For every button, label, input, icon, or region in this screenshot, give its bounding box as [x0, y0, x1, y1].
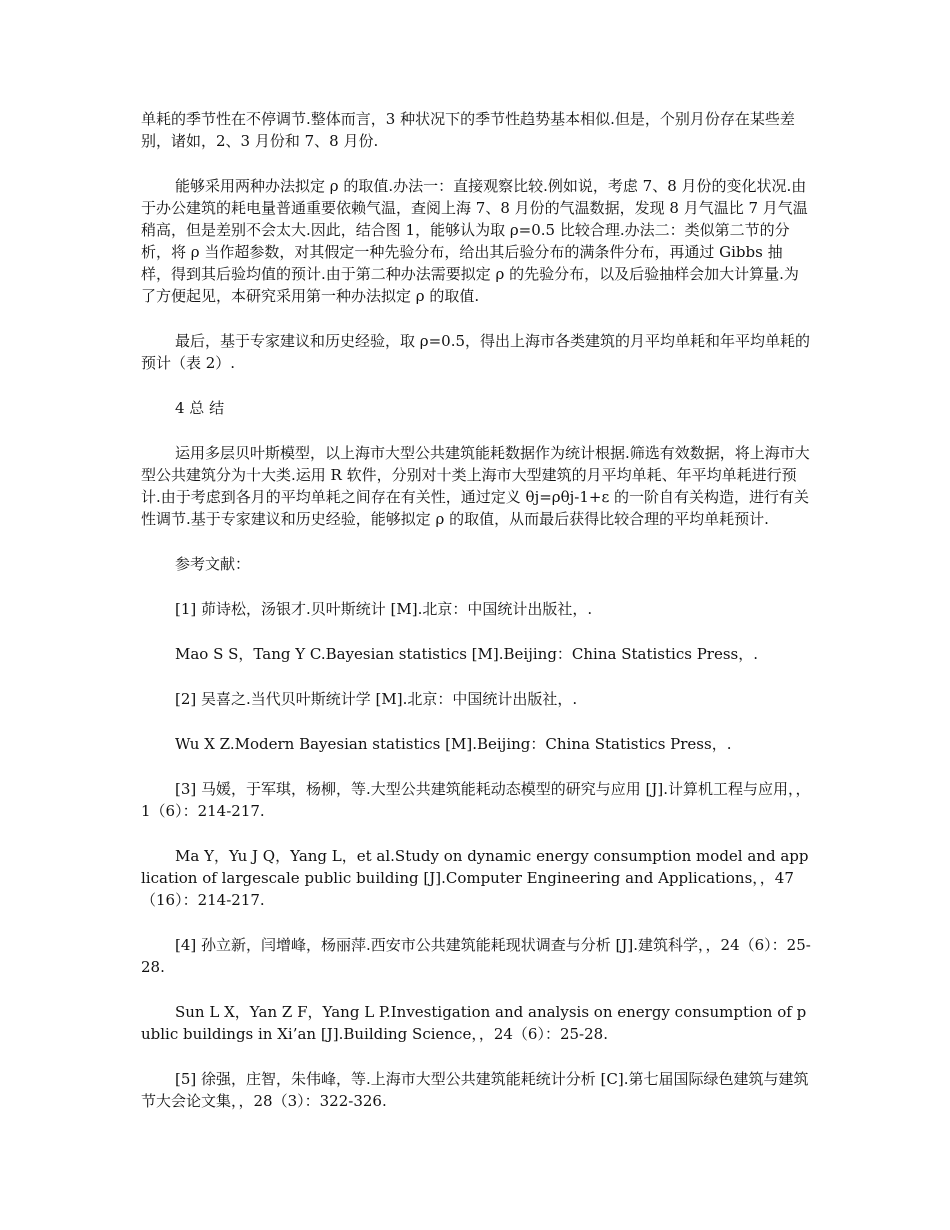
reference-3-en: Ma Y，Yu J Q，Yang L，et al.Study on dynamic energy consumption model and application of largescale public building [J].Computer Engineering and Applications，，47（16）：214-217.	[141, 847, 809, 909]
paragraph-rho-methods: 能够采用两种办法拟定 ρ 的取值.办法一：直接观察比较.例如说，考虑 7、8 月份的变化状况.由于办公建筑的耗电量普通重要依赖气温，查阅上海 7、8 月份的气温数据，发现 8 月气温比 7 月气温稍高，但是差别不会太大.因此，结合图 1，能够认为取 ρ=0.5 比较合理.办法二：类似第二节的分析，将 ρ 当作超参数，对其假定一种先验分布，给出其后验分布的满条件分布，再通过 Gibbs 抽样，得到其后验均值的预计.由于第二种办法需要拟定 ρ 的先验分布，以及后验抽样会加大计算量.为了方便起见，本研究采用第一种办法拟定 ρ 的取值.	[141, 177, 808, 305]
paragraph-summary: 运用多层贝叶斯模型，以上海市大型公共建筑能耗数据作为统计根据.筛选有效数据，将上海市大型公共建筑分为十大类.运用 R 软件，分别对十类上海市大型建筑的月平均单耗、年平均单耗进行预计.由于考虑到各月的平均单耗之间存在有关性，通过定义 θj=ρθj-1+ε 的一阶自有关构造，进行有关性调节.基于专家建议和历史经验，能够拟定 ρ 的取值，从而最后获得比较合理的平均单耗预计.	[141, 444, 810, 528]
reference-4-en: Sun L X，Yan Z F，Yang L P.Investigation and analysis on energy consumption of public buildings in Xi’an [J].Building Science，，24（6）：25-28.	[141, 1003, 807, 1043]
reference-3-zh: [3] 马媛，于军琪，杨柳，等.大型公共建筑能耗动态模型的研究与应用 [J].计算机工程与应用，，1（6）：214-217.	[141, 780, 811, 820]
reference-1-en: Mao S S，Tang Y C.Bayesian statistics [M].Beijing：China Statistics Press，.	[175, 645, 758, 663]
reference-4-zh: [4] 孙立新，闫增峰，杨丽萍.西安市公共建筑能耗现状调查与分析 [J].建筑科学，，24（6）：25-28.	[141, 936, 811, 976]
reference-5-zh: [5] 徐强，庄智，朱伟峰，等.上海市大型公共建筑能耗统计分析 [C].第七届国际绿色建筑与建筑节大会论文集，，28（3）：322-326.	[141, 1070, 809, 1110]
paragraph-final-estimate: 最后，基于专家建议和历史经验，取 ρ=0.5，得出上海市各类建筑的月平均单耗和年平均单耗的预计（表 2）.	[141, 332, 811, 372]
paragraph-seasonality: 单耗的季节性在不停调节.整体而言，3 种状况下的季节性趋势基本相似.但是，个别月份存在某些差别，诸如，2、3 月份和 7、8 月份.	[141, 110, 795, 150]
document-page	[141, 108, 811, 1135]
reference-2-en: Wu X Z.Modern Bayesian statistics [M].Beijing：China Statistics Press，.	[175, 735, 732, 753]
reference-1-zh: [1] 茆诗松，汤银才.贝叶斯统计 [M].北京：中国统计出版社，.	[175, 600, 593, 618]
reference-2-zh: [2] 吴喜之.当代贝叶斯统计学 [M].北京：中国统计出版社，.	[175, 690, 578, 708]
section-heading-summary: 4 总 结	[175, 399, 225, 417]
references-heading: 参考文献：	[175, 555, 251, 573]
